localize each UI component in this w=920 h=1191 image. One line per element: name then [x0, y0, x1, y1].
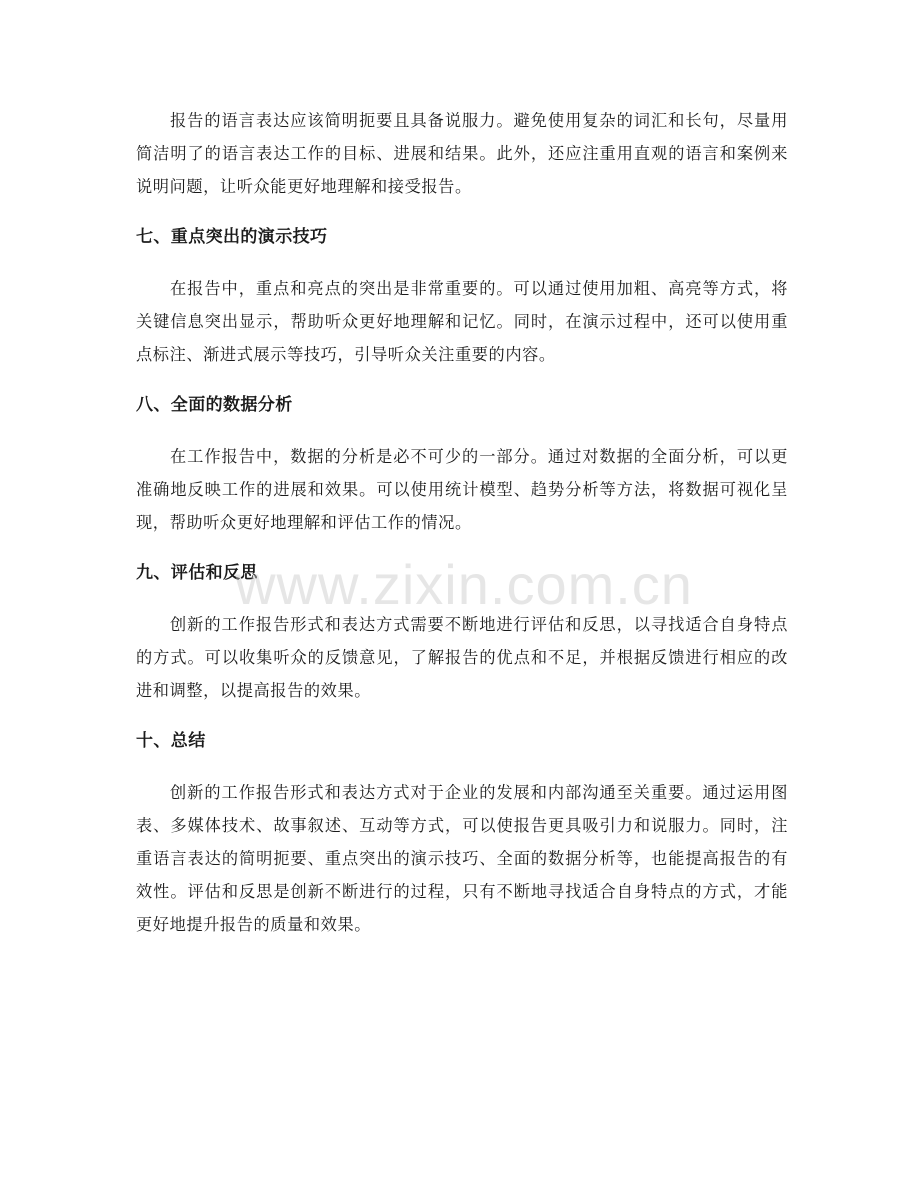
paragraph-data-analysis: 在工作报告中，数据的分析是必不可少的一部分。通过对数据的全面分析，可以更准确地反映工作的进展和效果。可以使用统计模型、趋势分析等方法，将数据可视化呈现，帮助听众更好地理解和评估工作的情况。: [136, 447, 788, 532]
document-body: [136, 104, 788, 941]
section-heading-9: 九、评估和反思: [136, 563, 258, 583]
paragraph-evaluation: 创新的工作报告形式和表达方式需要不断地进行评估和反思，以寻找适合自身特点的方式。可以收集听众的反馈意见，了解报告的优点和不足，并根据反馈进行相应的改进和调整，以提高报告的效果。: [136, 615, 788, 700]
section-heading-10: 十、总结: [136, 731, 206, 751]
watermark: www.zixin.com.cn: [235, 553, 693, 616]
paragraph-language-expression: 报告的语言表达应该简明扼要且具备说服力。避免使用复杂的词汇和长句，尽量用简洁明了的语言表达工作的目标、进展和结果。此外，还应注重用直观的语言和案例来说明问题，让听众能更好地理解和接受报告。: [136, 111, 788, 196]
paragraph-summary: 创新的工作报告形式和表达方式对于企业的发展和内部沟通至关重要。通过运用图表、多媒体技术、故事叙述、互动等方式，可以使报告更具吸引力和说服力。同时，注重语言表达的简明扼要、重点突出的演示技巧、全面的数据分析等，也能提高报告的有效性。评估和反思是创新不断进行的过程，只有不断地寻找适合自身特点的方式，才能更好地提升报告的质量和效果。: [136, 783, 788, 934]
section-heading-7: 七、重点突出的演示技巧: [136, 227, 328, 247]
section-heading-8: 八、全面的数据分析: [136, 395, 293, 415]
paragraph-presentation-skills: 在报告中，重点和亮点的突出是非常重要的。可以通过使用加粗、高亮等方式，将关键信息突出显示，帮助听众更好地理解和记忆。同时，在演示过程中，还可以使用重点标注、渐进式展示等技巧，引导听众关注重要的内容。: [136, 279, 788, 364]
